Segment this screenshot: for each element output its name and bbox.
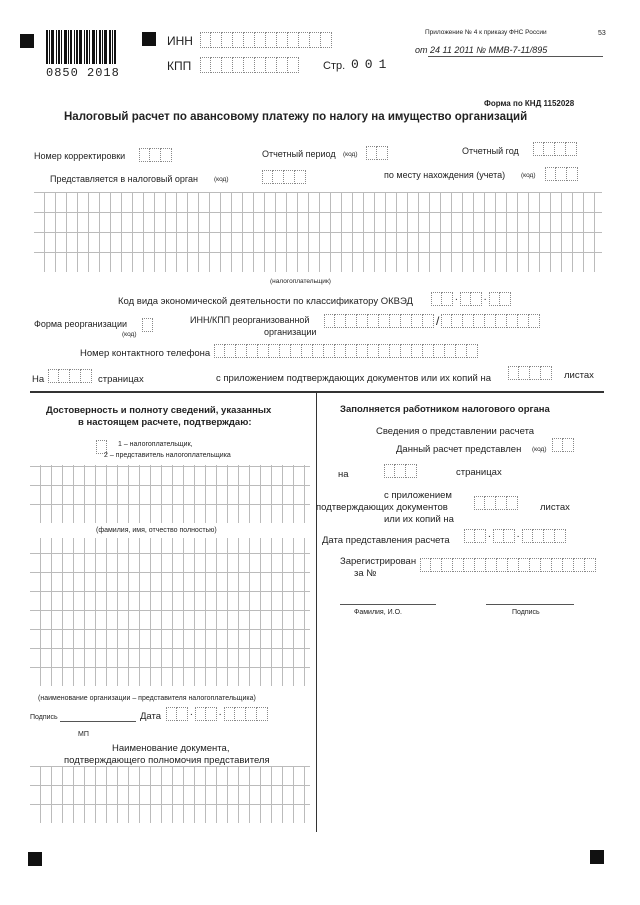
location-label: по месту нахождения (учета) [384,170,506,180]
right-date-cells[interactable]: . . [464,529,566,543]
reorg-form-label: Форма реорганизации [34,319,127,329]
form-knd: Форма по КНД 1152028 [484,99,575,108]
date-label: Дата [140,711,162,722]
right-pages-label: страницах [456,467,502,478]
reorg-innkpp-label-1: ИНН/КПП реорганизованной [190,315,310,325]
reorg-form-cells[interactable] [142,318,153,332]
org-caption: (наименование организации – представителя налогоплательщика) [38,695,256,702]
right-sheets-cells[interactable] [474,496,518,510]
signature-line[interactable] [60,721,136,722]
employee-sign-line[interactable] [486,604,574,605]
order-underline [428,56,603,57]
attachment-label: с приложением подтверждающих документов или их копий на [216,373,492,384]
submitted-to-code: (код) [214,176,229,183]
tax-authority-cells[interactable] [262,170,306,184]
document-name-grid[interactable] [30,766,310,823]
right-attach-1: с приложением [384,490,452,501]
pages-label: страницах [98,374,144,385]
signer-option-2: 2 – представитель налогоплательщика [104,452,231,459]
on-pages-label: На [32,374,45,385]
corner-marker-bottom-right [590,850,604,864]
correction-label: Номер корректировки [34,151,126,161]
registered-label-1: Зарегистрирован [340,556,417,567]
signer-option-1: 1 – налогоплательщик, [118,441,193,448]
location-code: (код) [521,172,536,179]
employee-name-line[interactable] [340,604,436,605]
corner-marker-bottom-left [28,852,42,866]
right-sheets-label: листах [540,502,570,513]
representative-org-grid[interactable] [30,538,310,686]
appendix-note: Приложение № 4 к приказу ФНС России [425,29,547,36]
correction-cells[interactable] [139,148,172,162]
phone-label: Номер контактного телефона [80,348,211,359]
kpp-cells[interactable] [200,57,299,71]
page-label: Стр. [323,60,346,72]
sheets-label: листах [564,370,594,381]
fio-grid[interactable] [30,465,310,523]
signature-label: Подпись [30,714,58,721]
reorg-code-label: (код) [122,331,137,338]
okved-cells[interactable]: . . [431,292,511,306]
right-attach-2: подтверждающих документов [316,502,448,513]
employee-sign-caption: Подпись [512,609,540,616]
barcode-number: 0850 2018 [46,66,120,80]
right-attach-3: или их копий на [384,514,454,525]
submitted-cells[interactable] [552,438,574,452]
registered-label-2: за № [354,568,377,579]
submitted-to-label: Представляется в налоговый орган [50,174,198,184]
taxpayer-caption: (налогоплательщик) [270,278,331,285]
fio-caption: (фамилия, имя, отчество полностью) [96,527,217,534]
column-divider [316,392,317,832]
period-code-label: (код) [343,151,358,158]
inn-cells[interactable] [200,32,332,46]
reorg-innkpp-label-2: организации [264,327,317,337]
left-heading-1: Достоверность и полноту сведений, указанных [46,405,272,416]
order-reference: от 24 11 2011 № ММВ-7-11/895 [415,45,548,55]
period-label: Отчетный период [262,149,336,159]
barcode [46,30,128,64]
right-pages-cells[interactable] [384,464,417,478]
location-cells[interactable] [545,167,578,181]
document-heading-2: подтверждающего полномочия представителя [64,755,270,766]
left-heading-2: в настоящем расчете, подтверждаю: [78,417,252,428]
attachment-sheets-cells[interactable] [508,366,552,380]
inn-label: ИНН [167,34,193,48]
taxpayer-name-grid[interactable] [34,192,602,272]
kpp-label: КПП [167,59,192,73]
right-info: Сведения о представлении расчета [376,426,535,437]
year-cells[interactable] [533,142,577,156]
employee-name-caption: Фамилия, И.О. [354,609,402,616]
right-submitted-label: Данный расчет представлен [396,444,522,455]
right-heading: Заполняется работником налогового органа [340,404,550,415]
form-title: Налоговый расчет по авансовому платежу по налогу на имущество организаций [64,111,528,123]
right-date-label: Дата представления расчета [322,535,450,546]
stamp-label: МП [78,731,89,738]
corner-marker-top-left [20,34,34,48]
date-cells[interactable]: . . [166,707,268,721]
document-heading-1: Наименование документа, [112,743,230,754]
registration-number-cells[interactable] [420,558,596,572]
reorg-innkpp-cells[interactable]: / [324,314,540,328]
corner-marker-top-mid [142,32,156,46]
year-label: Отчетный год [462,146,519,156]
page-value: 001 [351,57,393,72]
pages-count-cells[interactable] [48,369,92,383]
okved-label: Код вида экономической деятельности по классификатору ОКВЭД [118,296,413,307]
period-cells[interactable] [366,146,388,160]
section-divider [30,391,604,393]
right-submitted-code: (код) [532,446,547,453]
right-on-label: на [338,469,349,480]
phone-cells[interactable] [214,344,478,358]
top-page-number: 53 [598,30,606,37]
